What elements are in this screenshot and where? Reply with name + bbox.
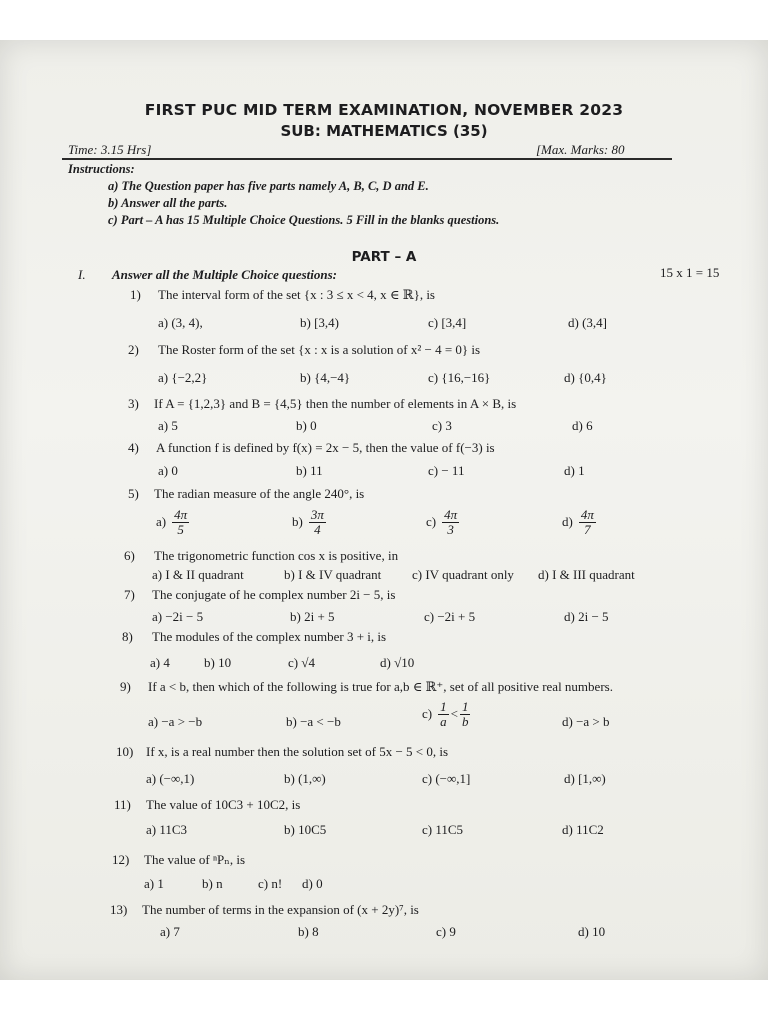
question-text: If A = {1,2,3} and B = {4,5} then the number of elements in A × B, is	[154, 396, 517, 411]
option-label: c)	[422, 706, 433, 722]
numerator: 1	[440, 699, 447, 714]
option-c: c) n!	[258, 876, 283, 891]
option-d: d) 1	[564, 463, 585, 478]
option-c: c) (−∞,1]	[422, 771, 471, 786]
option-c: c) −2i + 5	[424, 609, 476, 624]
option-a: a) 1	[144, 876, 164, 891]
question-text: If a < b, then which of the following is true for a,b ∈ ℝ⁺, set of all positive real numbers.	[148, 679, 613, 694]
option-c: c) 11C5	[422, 822, 464, 837]
option-b: b) −a < −b	[286, 714, 341, 729]
question-text: The number of terms in the expansion of (x + 2y)⁷, is	[142, 902, 419, 917]
option-d: d) I & III quadrant	[538, 567, 635, 582]
instruction-item: a) The Question paper has five parts namely A, B, C, D and E.	[108, 179, 429, 193]
option-a	[156, 508, 189, 536]
option-c: c) [3,4]	[428, 315, 467, 330]
option-a: a) −a > −b	[148, 714, 203, 729]
question-number: 6)	[124, 548, 135, 563]
question-text: The radian measure of the angle 240°, is	[154, 486, 365, 501]
option-a: a) I & II quadrant	[152, 567, 244, 582]
question-number: 12)	[112, 852, 130, 867]
option-a: a) −2i − 5	[152, 609, 204, 624]
option-d: d) −a > b	[562, 714, 610, 729]
numerator: 4π	[444, 507, 458, 522]
header-rule	[62, 158, 672, 160]
option-b: b) 2i + 5	[290, 609, 335, 624]
option-a: a) 4	[150, 655, 170, 670]
instruction-item: b) Answer all the parts.	[108, 196, 228, 210]
option-b: b) {4,−4}	[300, 370, 351, 385]
option-d: d) {0,4}	[564, 370, 607, 385]
denominator: 7	[584, 521, 591, 537]
option-label: a)	[156, 514, 167, 530]
option-c: c) 3	[432, 418, 452, 433]
denominator: b	[461, 713, 469, 729]
exam-time: Time: 3.15 Hrs]	[68, 142, 152, 157]
option-b	[292, 508, 326, 536]
option-b: b) I & IV quadrant	[284, 567, 382, 582]
option-a: a) 0	[158, 463, 178, 478]
question-number: 4)	[128, 440, 139, 455]
option-b: b) 0	[296, 418, 317, 433]
option-d	[562, 508, 596, 536]
numerator: 4π	[580, 507, 594, 522]
denominator: a	[440, 713, 447, 729]
numerator: 1	[461, 699, 469, 714]
question-number: 11)	[114, 797, 131, 812]
option-c: c) {16,−16}	[428, 370, 491, 385]
option-b: b) [3,4)	[300, 315, 339, 330]
question-number: 13)	[110, 902, 128, 917]
bottom-margin	[0, 980, 768, 1024]
option-c: c) − 11	[428, 463, 465, 478]
option-c: c) IV quadrant only	[412, 567, 514, 582]
question-text: A function f is defined by f(x) = 2x − 5, then the value of f(−3) is	[156, 440, 495, 455]
question-text: The interval form of the set {x : 3 ≤ x < 4, x ∈ ℝ}, is	[158, 287, 435, 302]
denominator: 5	[177, 521, 184, 537]
option-b: b) 10	[204, 655, 232, 670]
question-text: The modules of the complex number 3 + i, is	[152, 629, 387, 644]
relation: <	[450, 706, 458, 722]
fraction	[172, 508, 189, 536]
option-a: a) 5	[158, 418, 178, 433]
option-c	[426, 508, 459, 536]
exam-max-marks: [Max. Marks: 80	[536, 142, 625, 157]
question-text: The conjugate of he complex number 2i − 5, is	[152, 587, 396, 602]
question-number: 1)	[130, 287, 141, 302]
question-number: 10)	[116, 744, 134, 759]
option-label: b)	[292, 514, 303, 530]
fraction	[309, 508, 326, 536]
option-a: a) (3, 4),	[158, 315, 203, 330]
question-text: The trigonometric function cos x is positive, in	[154, 548, 399, 563]
question-text: The value of ⁿPₙ, is	[144, 852, 246, 867]
question-text: The value of 10C3 + 10C2, is	[146, 797, 301, 812]
option-d: d) 11C2	[562, 822, 604, 837]
question-number: 7)	[124, 587, 135, 602]
question-number: 3)	[128, 396, 139, 411]
section-heading: Answer all the Multiple Choice questions:	[112, 267, 338, 282]
denominator: 3	[447, 521, 454, 537]
section-marks: 15 x 1 = 15	[660, 265, 720, 280]
option-d: d) (3,4]	[568, 315, 607, 330]
option-b: b) 10C5	[284, 822, 327, 837]
fraction	[460, 700, 471, 728]
option-c	[422, 700, 470, 728]
instruction-item: c) Part – A has 15 Multiple Choice Questions. 5 Fill in the blanks questions.	[108, 213, 500, 227]
option-b: b) 11	[296, 463, 323, 478]
instructions-heading: Instructions:	[68, 162, 135, 176]
denominator: 4	[314, 521, 321, 537]
exam-title: FIRST PUC MID TERM EXAMINATION, NOVEMBER 2023	[144, 101, 624, 119]
option-a: a) {−2,2}	[158, 370, 208, 385]
option-a: a) 7	[160, 924, 180, 939]
fraction	[442, 508, 459, 536]
option-d: d) 0	[302, 876, 323, 891]
option-d: d) 2i − 5	[564, 609, 609, 624]
part-a-title: PART – A	[351, 249, 417, 265]
question-number: 8)	[122, 629, 133, 644]
question-number: 9)	[120, 679, 131, 694]
option-d: d) 6	[572, 418, 593, 433]
question-number: 5)	[128, 486, 139, 501]
option-a: a) (−∞,1)	[146, 771, 195, 786]
numerator: 4π	[174, 507, 188, 522]
option-c: c) 9	[436, 924, 456, 939]
option-b: b) 8	[298, 924, 319, 939]
fraction	[438, 700, 449, 728]
option-d: d) 10	[578, 924, 606, 939]
option-label: d)	[562, 514, 573, 530]
question-text: The Roster form of the set {x : x is a solution of x² − 4 = 0} is	[158, 342, 481, 357]
option-d: d) [1,∞)	[564, 771, 606, 786]
option-c: c) √4	[288, 655, 315, 670]
question-number: 2)	[128, 342, 139, 357]
fraction	[579, 508, 596, 536]
option-a: a) 11C3	[146, 822, 188, 837]
question-text: If x, is a real number then the solution set of 5x − 5 < 0, is	[146, 744, 449, 759]
option-d: d) √10	[380, 655, 415, 670]
exam-subject: SUB: MATHEMATICS (35)	[280, 122, 488, 140]
option-b: b) (1,∞)	[284, 771, 326, 786]
option-b: b) n	[202, 876, 223, 891]
top-margin	[0, 0, 768, 40]
numerator: 3π	[310, 507, 324, 522]
option-label: c)	[426, 514, 437, 530]
section-number: I.	[78, 267, 86, 282]
